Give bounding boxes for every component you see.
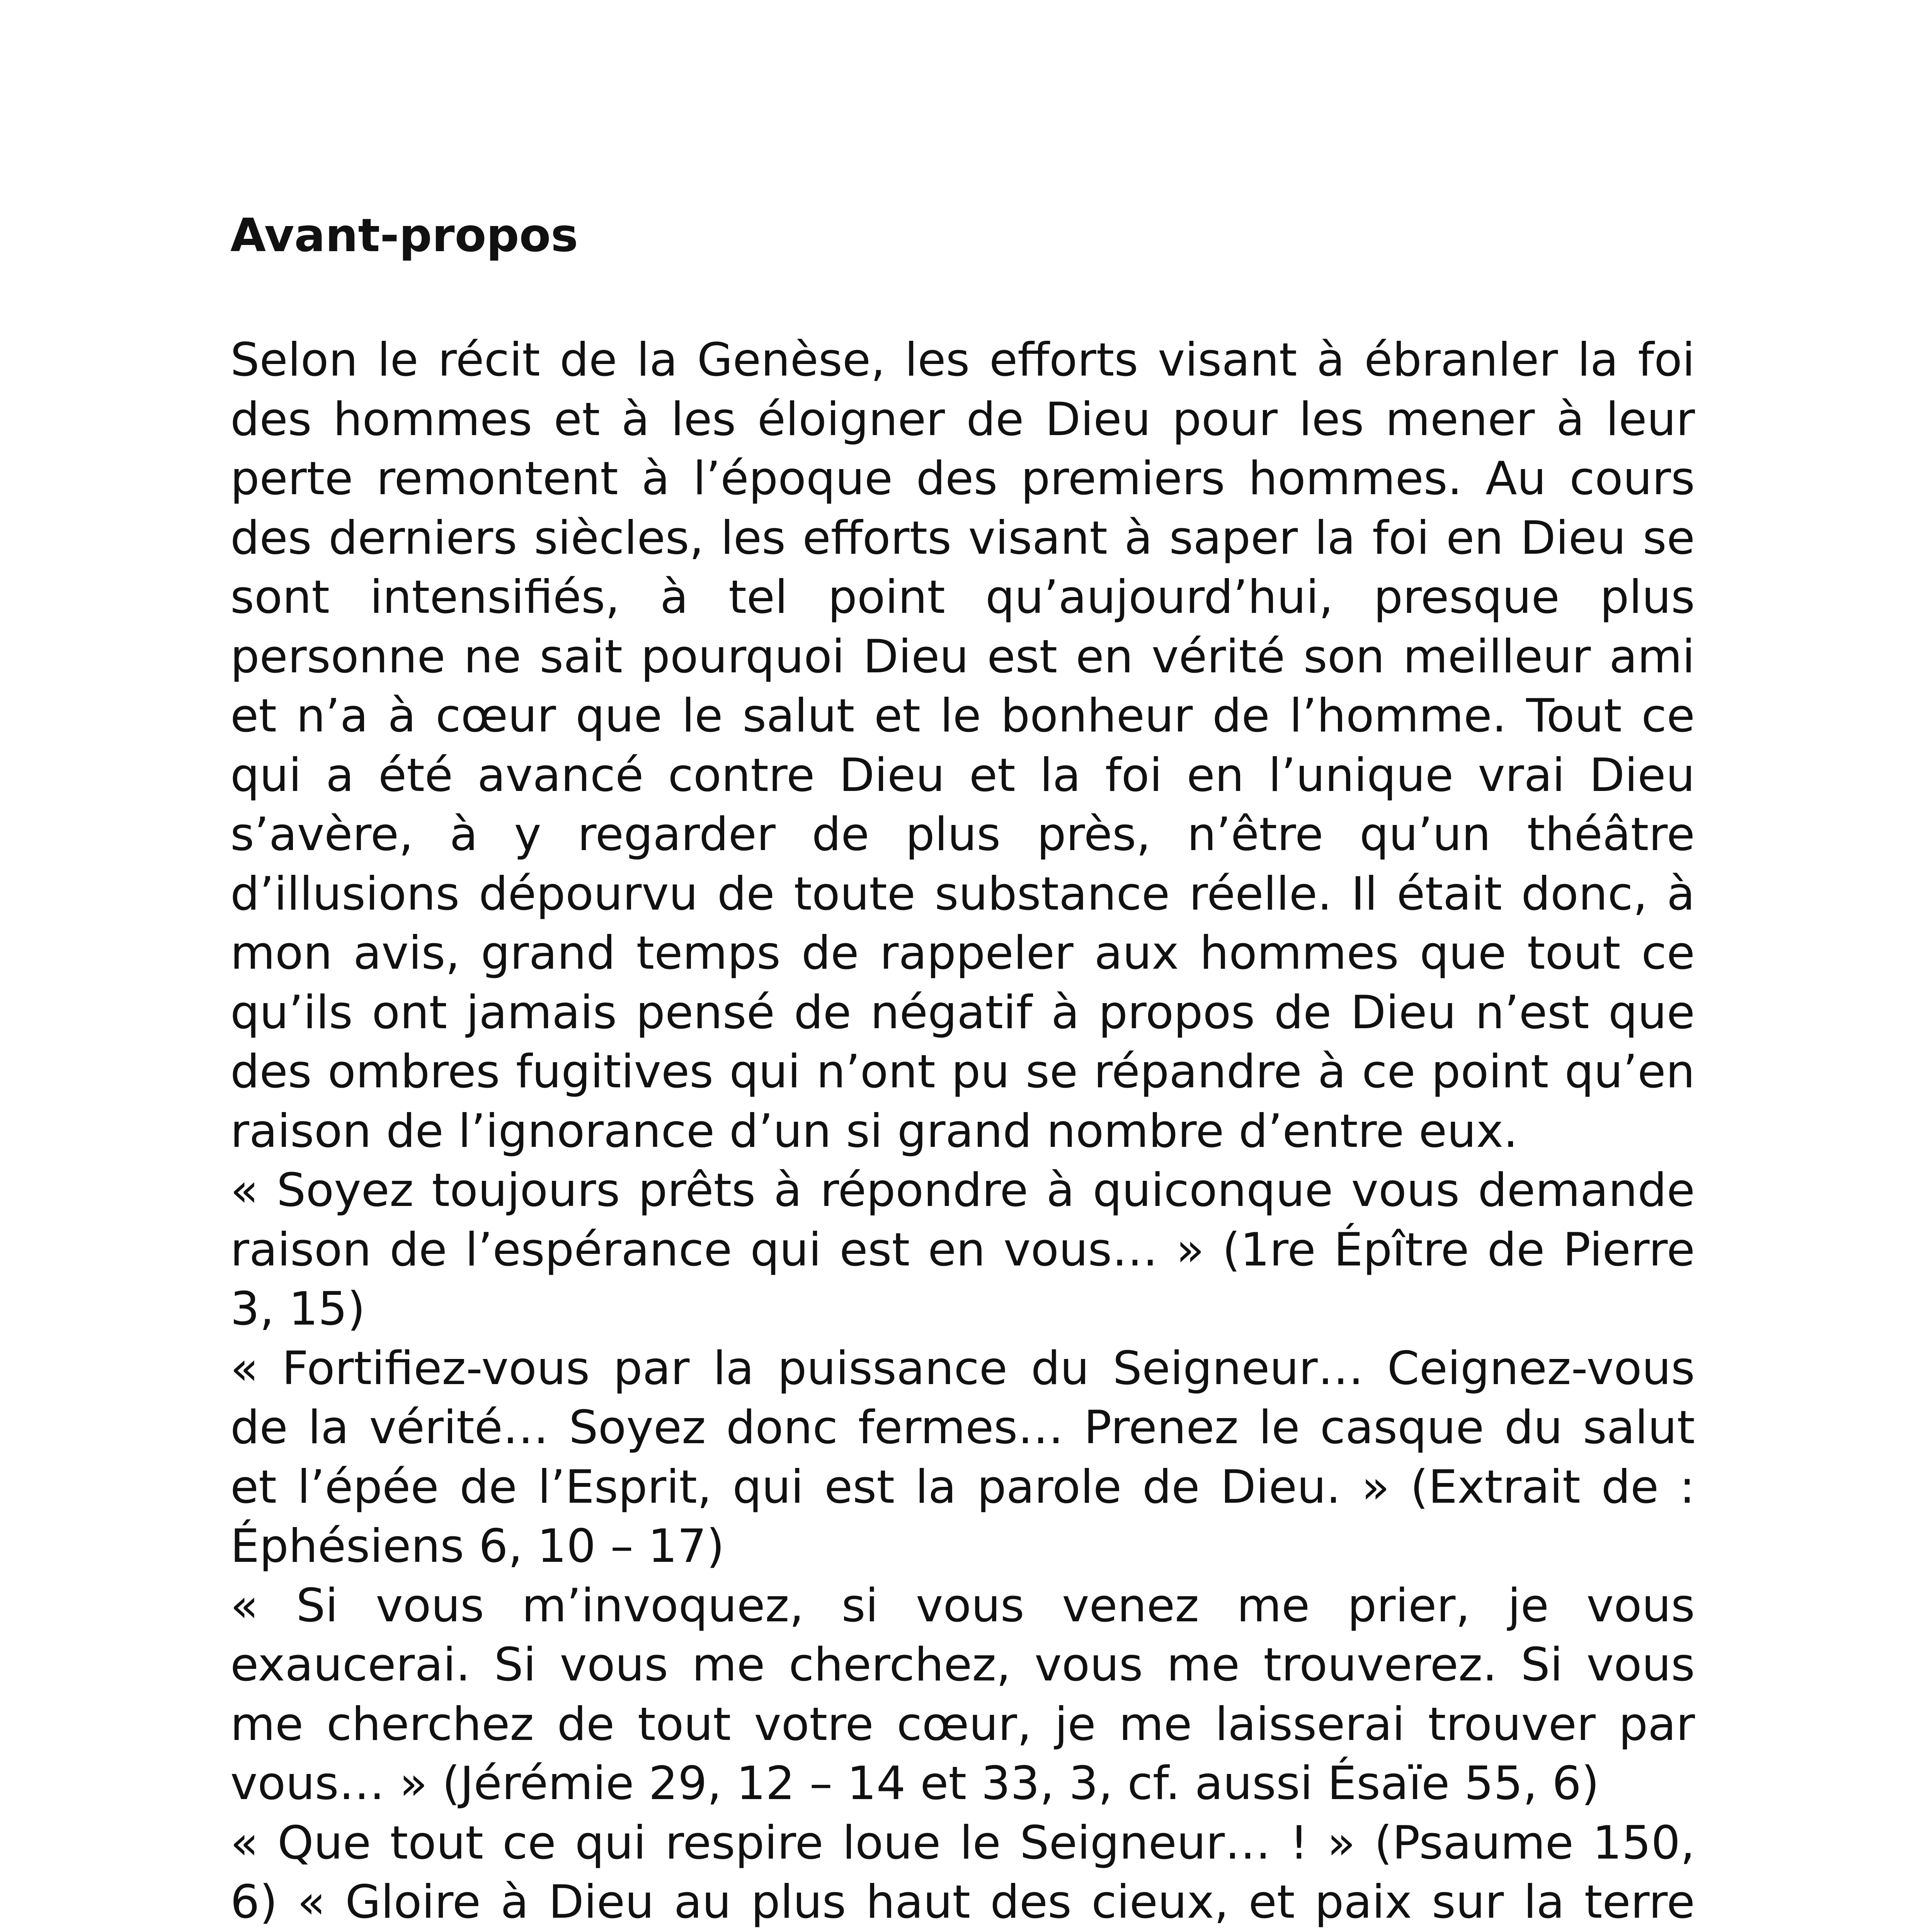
intro-paragraph: Selon le récit de la Genèse, les efforts visant à ébranler la foi des hommes et à les éloigner de Dieu pour les mener à leur perte remontent à l’époque des premiers hommes. Au cours des derniers siècles, les efforts visant à saper la foi en Dieu se sont intensifiés, à tel point qu’aujourd’hui, presque plus personne ne sait pourquoi Dieu est en vérité son meilleur ami et n’a à cœur que le salut et le bonheur de l’homme. Tout ce qui a été avancé contre Dieu et la foi en l’unique vrai Dieu s’avère, à y regarder de plus près, n’être qu’un théâtre d’illusions dépourvu de toute substance réelle. Il était donc, à mon avis, grand temps de rappeler aux hommes que tout ce qu’ils ont jamais pensé de négatif à propos de Dieu n’est que des ombres fugitives qui n’ont pu se répandre à ce point qu’en raison de l’ignorance d’un si grand nombre d’entre eux. [230,333,1695,1158]
quote-jeremie: « Si vous m’invoquez, si vous venez me prier, je vous exaucerai. Si vous me cherchez, vous me trouverez. Si vous me cherchez de tout votre cœur, je me laisserai trouver par vous… » (Jérémie 29, 12 – 14 et 33, 3, cf. aussi Ésaïe 55, 6) [230,1579,1695,1810]
quote-pierre: « Soyez toujours prêts à répondre à quiconque vous demande raison de l’espérance qui est en vous… » (1re Épître de Pierre 3, 15) [230,1164,1695,1336]
spacer [230,263,1695,331]
section-title: Avant-propos [230,209,579,262]
quote-psaume: « Que tout ce qui respire loue le Seigneur… ! » (Psaume 150, 6) « Gloire à Dieu au plus haut des cieux, et paix sur la terre [230,1816,1695,1929]
quote-ephesiens: « Fortifiez-vous par la puissance du Seigneur… Ceignez-vous de la vérité… Soyez donc fermes… Prenez le casque du salut et l’épée de l’Esprit, qui est la parole de Dieu. » (Extrait de : Éphésiens 6, 10 – 17) [230,1342,1695,1573]
page-content [230,209,1695,1932]
